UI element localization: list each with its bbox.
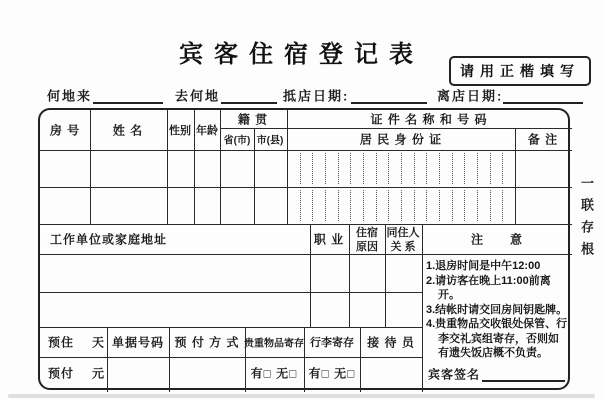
grid-line [90,110,91,224]
registration-table [38,108,570,390]
fill-notice-box: 请用正楷填写 [449,56,591,86]
col-occupation: 职 业 [313,232,345,247]
prepaid-label: 预付 [48,366,75,381]
col-gender: 性别 [169,125,191,137]
from-label: 何地来 [47,88,93,104]
col-native-place: 籍 贯 [237,112,269,127]
grid-line [310,224,311,327]
arrival-date-label: 抵店日期: [283,88,350,104]
notice-item: 2.请访客在晚上11:00前离开。 [426,274,551,301]
departure-date-label: 离店日期: [437,88,504,104]
col-province: 省(市) [223,135,251,147]
form-title: 宾客住宿登记表 [179,41,424,68]
col-room-number: 房 号 [49,123,81,138]
departure-date-blank [503,102,583,104]
notice-item: 3.结帐时请交回房间钥匙牌。 [426,303,568,316]
receptionist-label: 接 待 员 [367,335,415,350]
col-id-card: 居 民 身 份 证 [359,132,443,147]
col-age: 年龄 [196,125,218,137]
notice-item: 4.贵重物品交收银处保管、行李交礼宾组寄存，否则如有遗失饭店概不负责。 [426,318,568,359]
copy-stub-label: 一联存根 [579,176,594,264]
col-cohabitant: 关 系 [390,241,416,253]
notice-title: 注 意 [470,232,524,247]
grid-line [422,224,423,392]
signature-label: 宾客签名 [428,367,481,382]
stay-days-unit: 天 [92,335,106,350]
col-address: 工作单位或家庭地址 [50,232,168,247]
id-number-boxes-row2 [287,187,515,224]
col-remark: 备 注 [527,132,559,147]
arrival-date-blank [351,102,427,104]
from-blank [93,102,163,104]
grid-line [515,128,516,224]
grid-line [349,224,350,327]
stay-days-label: 预住 [48,335,75,350]
luggage-deposit-label: 行李寄存 [310,337,354,349]
grid-line [304,327,305,392]
grid-line [107,327,108,392]
col-stay-reason: 原因 [356,241,378,253]
prepaid-unit: 元 [92,366,106,381]
id-number-boxes-row1 [287,150,515,187]
notice-list [426,259,568,361]
grid-line [167,110,168,224]
grid-line [40,292,422,293]
col-name: 姓 名 [112,123,144,138]
col-city: 市(县) [256,135,284,147]
signature-blank [482,380,565,382]
page-edge-shadow [8,394,595,398]
grid-line [254,128,255,224]
to-label: 去何地 [175,88,221,104]
prepay-method-label: 预 付 方 式 [174,335,240,350]
valuables-checkboxes: 有□ 无□ [250,366,298,381]
receipt-number-label: 单据号码 [111,335,165,350]
col-cohabitant: 同住人 [386,227,420,239]
grid-line [360,327,361,392]
grid-line [194,110,195,224]
luggage-checkboxes: 有□ 无□ [308,366,356,381]
grid-line [40,357,422,358]
grid-line [40,327,422,328]
grid-line [169,327,170,392]
valuables-deposit-label: 贵重物品寄存 [244,338,304,350]
to-blank [221,102,277,104]
grid-line [40,254,572,255]
grid-line [220,128,572,129]
col-certificate: 证 件 名 称 和 号 码 [370,112,488,127]
notice-item: 1.退房时间是中午12:00 [426,260,541,272]
col-stay-reason: 住宿 [356,227,378,239]
grid-line [40,224,572,225]
